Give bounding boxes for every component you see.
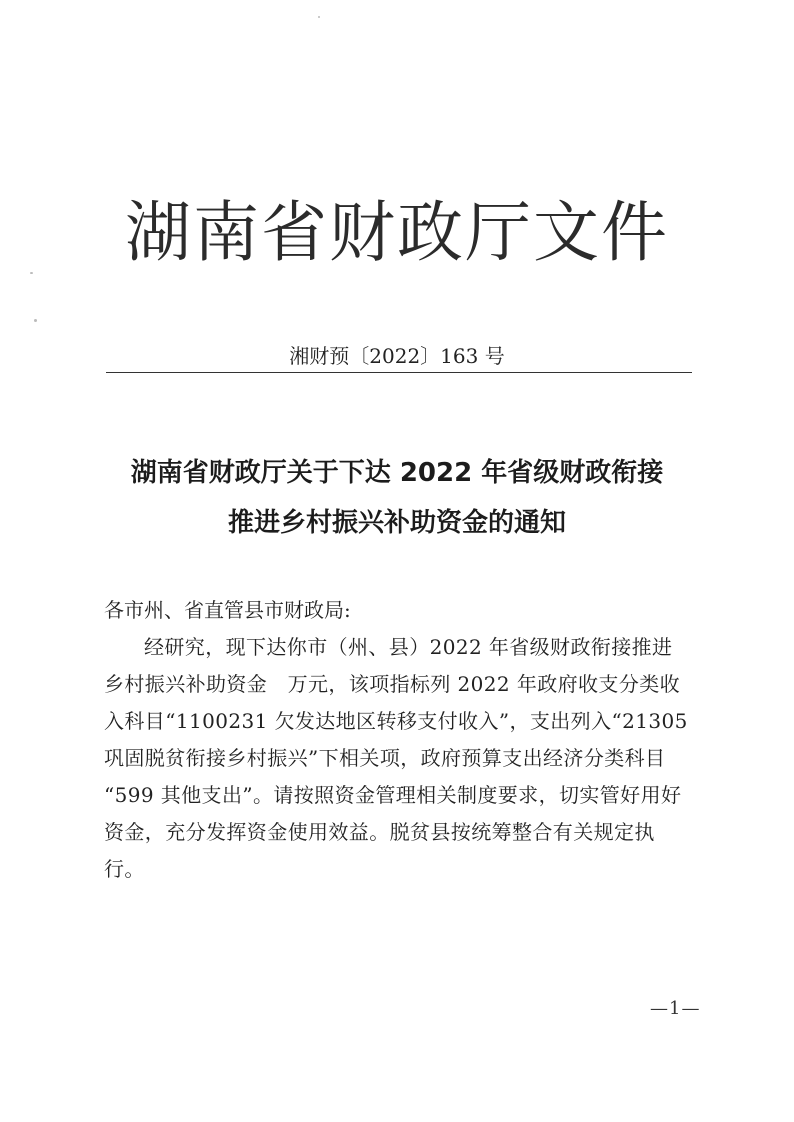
notice-title-line-2: 推进乡村振兴补助资金的通知 <box>227 508 566 538</box>
body-line: 入科目“1100231 欠发达地区转移支付收入”，支出列入“21305 <box>104 709 688 733</box>
body-line: 巩固脱贫衔接乡村振兴”下相关项，政府预算支出经济分类科目 <box>104 746 666 770</box>
scan-speck <box>34 319 37 322</box>
notice-title-line-1: 湖南省财政厅关于下达 2022 年省级财政衔接 <box>130 458 664 488</box>
body-line: “599 其他支出”。请按照资金管理相关制度要求，切实管好用好 <box>104 783 682 807</box>
body-line: 资金，充分发挥资金使用效益。脱贫县按统筹整合有关规定执 <box>104 820 655 844</box>
notice-body <box>104 592 692 888</box>
document-number: 湘财预〔2022〕163 号 <box>289 344 505 368</box>
page-number: —1— <box>650 998 701 1019</box>
body-line: 乡村振兴补助资金 万元，该项指标列 2022 年政府收支分类收 <box>104 672 681 696</box>
body-line: 经研究，现下达你市（州、县）2022 年省级财政衔接推进 <box>144 635 673 659</box>
masthead-title: 湖南省财政厅文件 <box>125 194 669 271</box>
scan-speck <box>318 16 320 18</box>
body-line: 行。 <box>104 857 145 881</box>
salutation: 各市州、省直管县市财政局: <box>104 598 351 622</box>
notice-title <box>0 448 794 548</box>
header-divider <box>106 372 692 373</box>
